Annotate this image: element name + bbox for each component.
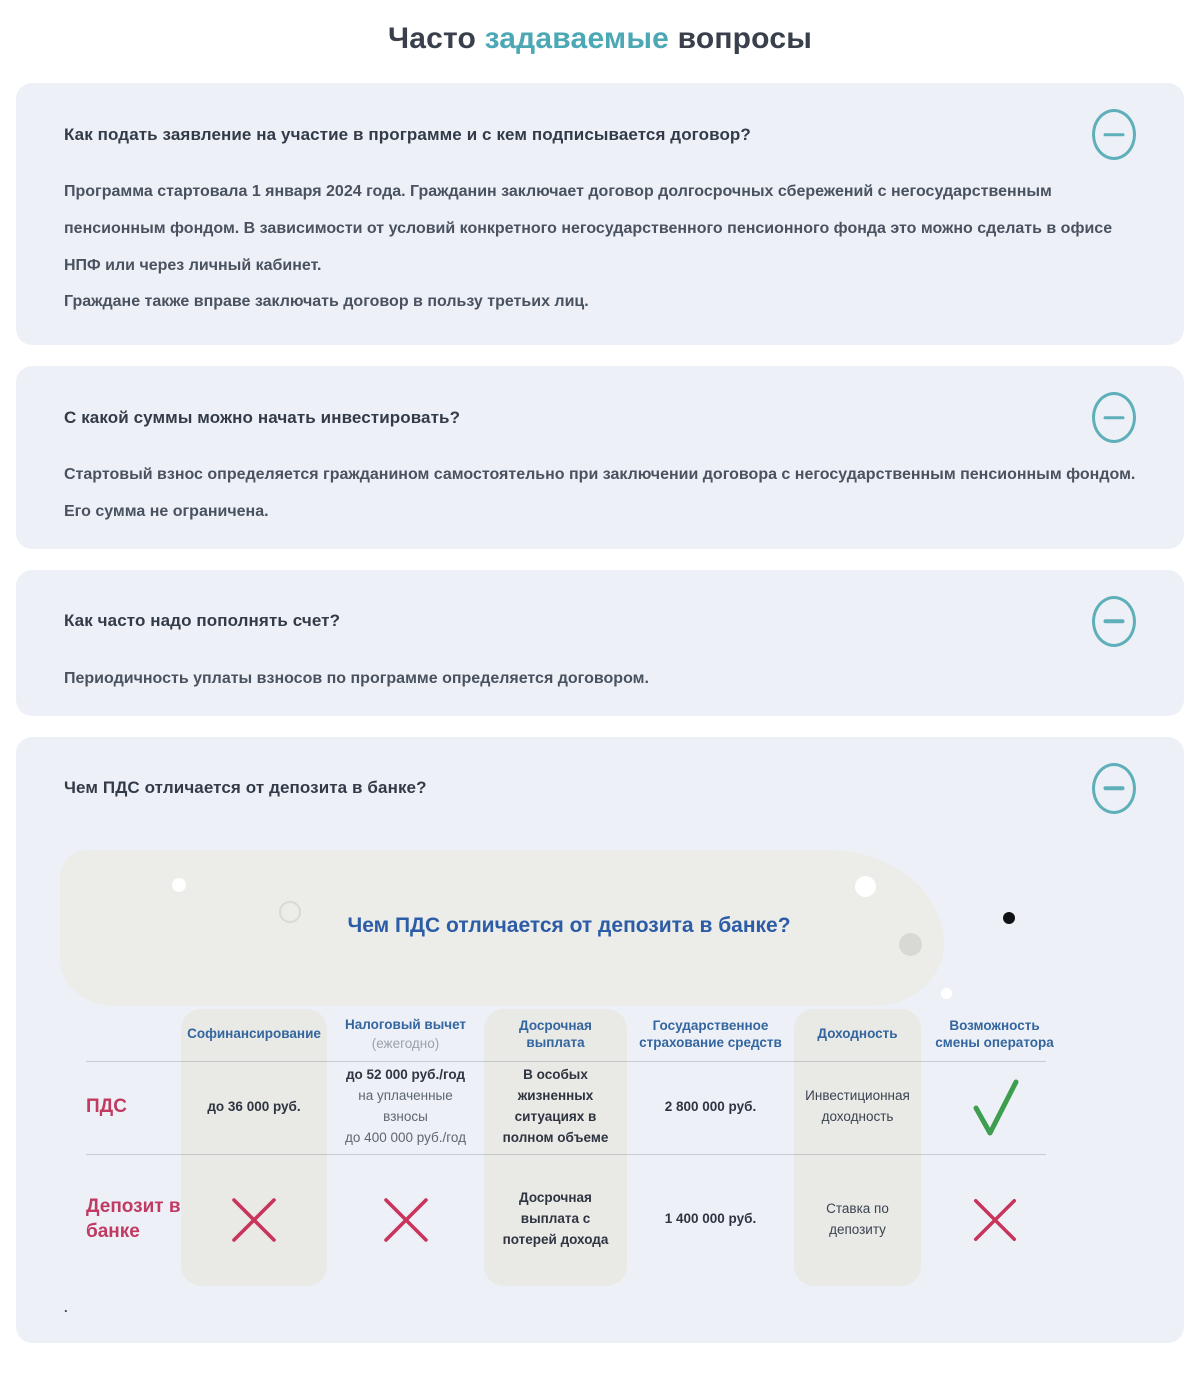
faq-card-pds-vs-deposit (16, 737, 1184, 1343)
column-header-operator-change (921, 1009, 1068, 1061)
faq-question: С какой суммы можно начать инвестировать? (64, 407, 461, 427)
cell-value: Инвестиционная доходность (805, 1088, 910, 1125)
collapse-minus-icon[interactable] (1092, 763, 1136, 814)
column-header-label: Софинансирование (187, 1026, 321, 1042)
column-header-tax-deduction (327, 1009, 484, 1061)
cell-value: 1 400 000 руб. (664, 1211, 757, 1227)
faq-answer-paragraph: Программа стартовала 1 января 2024 года. Гражданин заключает договор долгосрочных сбережений с негосударственным пенсионным фондом. В зависимости от условий конкретного негосударственного пенсионного фонда это можно сделать в офисе НПФ или через личный кабинет. (64, 183, 1113, 274)
faq-answer (64, 457, 1136, 531)
column-header-yield (794, 1009, 921, 1061)
faq-answer (64, 174, 1136, 321)
comparison-table (86, 1009, 1068, 1286)
page-title (0, 22, 1200, 56)
faq-toggle-application[interactable] (64, 109, 1136, 160)
cell-deposit-tax-deduction (327, 1154, 484, 1286)
footnote-dot: . (64, 1299, 68, 1315)
faq-toggle-refill[interactable] (64, 596, 1136, 647)
column-header-label: Досрочная выплата (519, 1017, 592, 1050)
row-label-deposit: Депозит в банке (86, 1195, 181, 1242)
faq-question: Как часто надо пополнять счет? (64, 611, 341, 631)
page-title-highlight: задаваемые (484, 22, 670, 55)
cell-value: Досрочная выплата с потерей дохода (502, 1190, 609, 1248)
cell-value: В особых жизненных ситуациях в полном объеме (502, 1067, 609, 1145)
faq-toggle-pds-vs-deposit[interactable] (64, 763, 1136, 814)
column-header-label: Государственное страхование средств (639, 1017, 782, 1050)
collapse-minus-icon[interactable] (1092, 109, 1136, 160)
column-header-label: Доходность (817, 1026, 898, 1042)
comparison-infographic (64, 844, 1136, 1299)
faq-question: Чем ПДС отличается от депозита в банке? (64, 778, 427, 798)
column-header-subtitle: (ежегодно) (371, 1035, 440, 1051)
cell-value: до 36 000 руб. (207, 1098, 301, 1114)
column-header-label: Возможность смены оператора (935, 1017, 1054, 1050)
faq-card-refill (16, 570, 1184, 716)
decor-dot (855, 876, 876, 897)
faq-answer-paragraph: Периодичность уплаты взносов по программе определяется договором. (64, 669, 649, 687)
check-icon (968, 1077, 1022, 1137)
cell-pds-yield (794, 1061, 921, 1154)
cell-note: на уплаченные взносы (358, 1088, 453, 1125)
cell-value: до 52 000 руб./год (345, 1067, 466, 1083)
page-title-suffix: вопросы (669, 22, 813, 55)
column-header-label: Налоговый вычет (344, 1016, 467, 1032)
collapse-minus-icon[interactable] (1092, 392, 1136, 443)
faq-question: Как подать заявление на участие в программе и с кем подписывается договор? (64, 124, 751, 144)
faq-answer-paragraph: Граждане также вправе заключать договор в пользу третьих лиц. (64, 293, 589, 311)
corner-cell (86, 1009, 181, 1061)
cell-pds-state-insurance (627, 1061, 794, 1154)
cell-deposit-state-insurance (627, 1154, 794, 1286)
cell-pds-cofinancing (181, 1061, 327, 1154)
cell-pds-early-payout (484, 1061, 627, 1154)
cross-icon (378, 1192, 434, 1248)
column-header-early-payout (484, 1009, 627, 1061)
cell-note: до 400 000 руб./год (345, 1130, 466, 1145)
faq-card-application (16, 83, 1184, 345)
cell-pds-operator-change (921, 1061, 1068, 1154)
page-title-prefix: Часто (387, 22, 485, 55)
cell-pds-tax-deduction (327, 1061, 484, 1154)
cell-deposit-yield (794, 1154, 921, 1286)
column-header-state-insurance (627, 1009, 794, 1061)
cell-deposit-early-payout (484, 1154, 627, 1286)
column-header-cofinancing (181, 1009, 327, 1061)
cell-value: Ставка по депозиту (826, 1200, 889, 1237)
cell-deposit-operator-change (921, 1154, 1068, 1286)
decor-dot (941, 988, 952, 999)
row-label-pds: ПДС (86, 1095, 127, 1117)
infographic-title: Чем ПДС отличается от депозита в банке? (347, 913, 791, 937)
cross-icon (968, 1193, 1022, 1247)
cell-value: 2 800 000 руб. (664, 1098, 757, 1114)
cross-icon (226, 1192, 282, 1248)
collapse-minus-icon[interactable] (1092, 596, 1136, 647)
faq-card-start-sum (16, 366, 1184, 549)
faq-answer (64, 661, 1136, 698)
decor-dot (172, 878, 186, 892)
cell-deposit-cofinancing (181, 1154, 327, 1286)
faq-toggle-start-sum[interactable] (64, 392, 1136, 443)
faq-answer-paragraph: Стартовый взнос определяется гражданином самостоятельно при заключении договора с негосударственным пенсионным фондом. Его сумма не ограничена. (64, 466, 1136, 520)
